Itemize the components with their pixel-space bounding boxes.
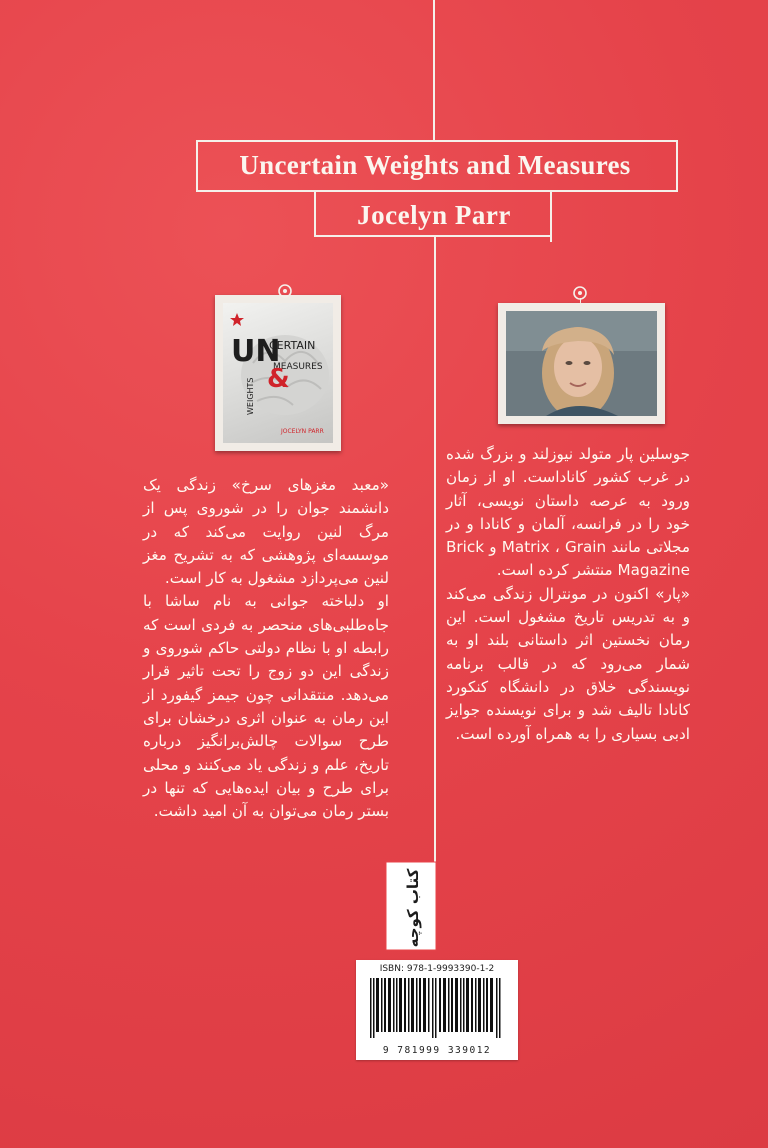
barcode-bars [370,978,504,1038]
cover-weights-text: WEIGHTS [246,377,255,415]
cover-art [223,303,333,443]
cover-illustration [223,303,333,443]
cover-certain-text: CERTAIN [269,339,316,352]
author-bio [446,443,690,746]
book-description-paragraph: «معبد مغزهای سرخ» زندگی یک دانشمند جوان را در شوروی پس از مرگ لنین روایت می‌کند که در موسسه‌ای پژوهشی که به تشریح مغز لنین می‌پردازد مشغول به کار است. [143,476,389,588]
title-box-right-line [676,140,678,192]
author-box-bottom-line [314,235,552,237]
center-divider-line [434,237,436,870]
title-box-bottom-line [196,190,678,192]
barcode-number: 9 781999 339012 [382,1045,492,1056]
author-name: Jocelyn Parr [357,200,511,230]
cover-pin-icon [276,282,294,300]
title-box-left-line [196,140,198,192]
publisher-logo [384,860,438,952]
top-vertical-line [433,0,435,140]
author-bio-paragraph: جوسلین پار متولد نیوزلند و بزرگ شده در غرب کشور کاناداست. او از زمان ورود به عرصه داستان نویسی، آثار خود را در فرانسه، آلمان و کانادا و در مجلاتی مانند Matrix ، Grain و Brick Magazine منتشر کرده است. [446,445,690,580]
cover-un-text: UN [231,334,281,369]
book-cover-thumbnail [215,295,341,451]
author-photo [498,303,665,424]
book-title: Uncertain Weights and Measures [239,150,631,180]
cover-measures-text: MEASURES [273,362,323,372]
author-box-left-line [314,190,316,236]
barcode [356,960,518,1060]
portrait-illustration [506,311,657,416]
author-portrait [506,311,657,416]
title-box-top-line [196,140,678,142]
svg-text:&: & [267,364,290,394]
author-bio-paragraph: «پار» اکنون در مونترال زندگی می‌کند و به تدریس تاریخ مشغول است. این رمان نخستین اثر داستانی بلند او به شمار می‌رود که در قالب برنامه نویسندگی خلاق در دانشگاه کنکورد کانادا تالیف شد و برای نویسنده جوایز ادبی بسیاری را به همراه آورده است. [446,584,690,743]
photo-pin-icon [571,284,589,302]
publisher-logo-text: کتاب کوچه [404,868,422,948]
book-description [143,474,389,823]
isbn-label: ISBN: 978-1-9993390-1-2 [379,964,495,974]
book-description-paragraph: او دلباخته جوانی به نام ساشا با جاه‌طلبی‌های منحصر به فردی است که رابطه او با نظام دولتی حاکم شوروی و زندگی این دو زوج را تحت تاثیر قرار می‌دهد. منتقدانی چون جیمز گیفورد از این رمان به عنوان اثری درخشان برای طرح سوالات چالش‌برانگیز درباره تاریخ، علم و زندگی یاد می‌کنند و محلی برای طرح و بیان ایده‌هایی که تنها در بستر رمان می‌توان به آن امید داشت. [143,592,389,821]
cover-author-text: JOCELYN PARR [281,428,324,435]
publisher-logo-graphic [384,860,438,952]
